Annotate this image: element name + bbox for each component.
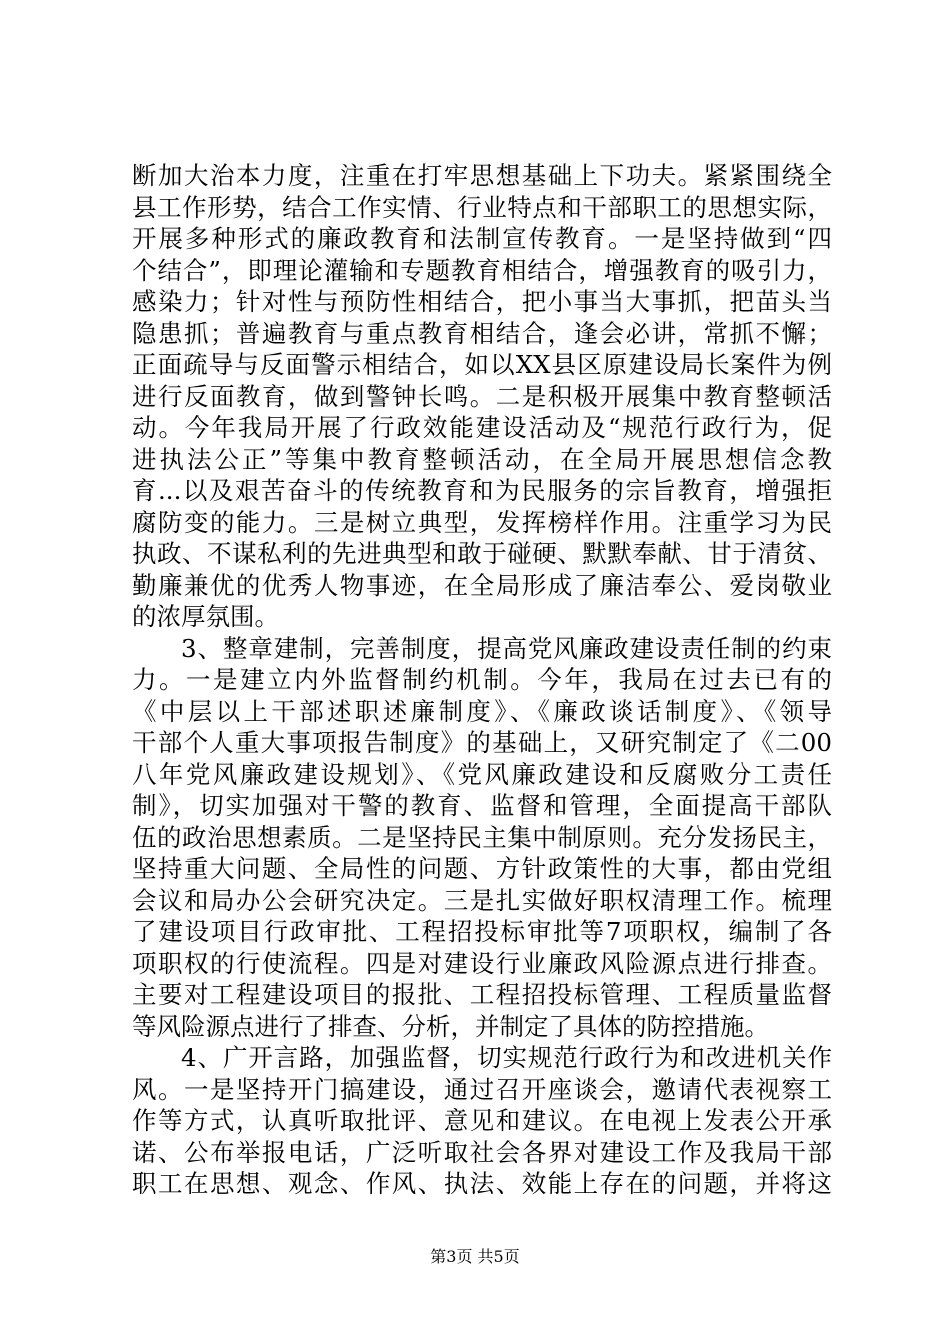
text-line: 育...以及艰苦奋斗的传统教育和为民服务的宗旨教育，增强拒 bbox=[132, 476, 832, 505]
text-line: 会议和局办公会研究决定。三是扎实做好职权清理工作。梳理 bbox=[132, 885, 832, 915]
text-line: 进执法公正”等集中教育整顿活动，在全局开展思想信念教 bbox=[132, 444, 832, 474]
text-line: 力。一是建立内外监督制约机制。今年，我局在过去已有的 bbox=[132, 665, 832, 694]
text-line: 主要对工程建设项目的报批、工程招投标管理、工程质量监督 bbox=[132, 980, 832, 1009]
page-footer bbox=[0, 1247, 950, 1267]
text-line: 风。一是坚持开门搞建设，通过召开座谈会，邀请代表视察工 bbox=[132, 1074, 832, 1104]
text-line: 诺、公布举报电话，广泛听取社会各界对建设工作及我局干部 bbox=[132, 1137, 832, 1167]
paragraph-3-start: 3、整章建制，完善制度，提高党风廉政建设责任制的约束 bbox=[181, 633, 832, 663]
text-line: 《中层以上干部述职述廉制度》、《廉政谈话制度》、《领导 bbox=[132, 696, 832, 726]
body-text bbox=[132, 160, 832, 1200]
text-line: 个结合”，即理论灌输和专题教育相结合，增强教育的吸引力， bbox=[132, 255, 832, 285]
text-line: 县工作形势，结合工作实情、行业特点和干部职工的思想实际， bbox=[132, 192, 832, 222]
text-line: 等风险源点进行了排查、分析，并制定了具体的防控措施。 bbox=[132, 1011, 769, 1041]
text-line: 职工在思想、观念、作风、执法、效能上存在的问题，并将这 bbox=[132, 1169, 832, 1198]
text-line: 感染力；针对性与预防性相结合，把小事当大事抓，把苗头当 bbox=[132, 287, 832, 316]
text-line: 八年党风廉政建设规划》、《党风廉政建设和反腐败分工责任 bbox=[132, 759, 832, 789]
text-line: 隐患抓；普遍教育与重点教育相结合，逢会必讲，常抓不懈； bbox=[132, 318, 832, 348]
text-line: 进行反面教育，做到警钟长鸣。二是积极开展集中教育整顿活 bbox=[132, 381, 832, 411]
text-line: 伍的政治思想素质。二是坚持民主集中制原则。充分发扬民主， bbox=[132, 822, 832, 852]
text-line: 腐防变的能力。三是树立典型，发挥榜样作用。注重学习为民 bbox=[132, 507, 832, 537]
text-line: 的浓厚氛围。 bbox=[132, 602, 279, 631]
text-line: 断加大治本力度，注重在打牢思想基础上下功夫。紧紧围绕全 bbox=[132, 161, 832, 190]
text-line: 制》，切实加强对干警的教育、监督和管理，全面提高干部队 bbox=[132, 791, 832, 820]
paragraph-4-start: 4、广开言路，加强监督，切实规范行政行为和改进机关作 bbox=[181, 1043, 832, 1072]
text-line: 执政、不谋私利的先进典型和敢于碰硬、默默奉献、甘于清贫、 bbox=[132, 539, 832, 568]
text-line: 坚持重大问题、全局性的问题、方针政策性的大事，都由党组 bbox=[132, 854, 832, 883]
text-line: 正面疏导与反面警示相结合，如以XX县区原建设局长案件为例 bbox=[132, 350, 832, 379]
page-number: 第3页 共5页 bbox=[430, 1247, 520, 1266]
text-line: 动。今年我局开展了行政效能建设活动及“规范行政行为，促 bbox=[132, 413, 832, 442]
text-line: 勤廉兼优的优秀人物事迹，在全局形成了廉洁奉公、爱岗敬业 bbox=[132, 570, 832, 600]
text-line: 作等方式，认真听取批评、意见和建议。在电视上发表公开承 bbox=[132, 1106, 832, 1135]
text-line: 干部个人重大事项报告制度》的基础上，又研究制定了《二00 bbox=[132, 728, 832, 757]
text-line: 了建设项目行政审批、工程招投标审批等7项职权，编制了各 bbox=[132, 917, 832, 946]
text-line: 项职权的行使流程。四是对建设行业廉政风险源点进行排查。 bbox=[132, 948, 832, 978]
text-line: 开展多种形式的廉政教育和法制宣传教育。一是坚持做到“四 bbox=[132, 224, 832, 253]
